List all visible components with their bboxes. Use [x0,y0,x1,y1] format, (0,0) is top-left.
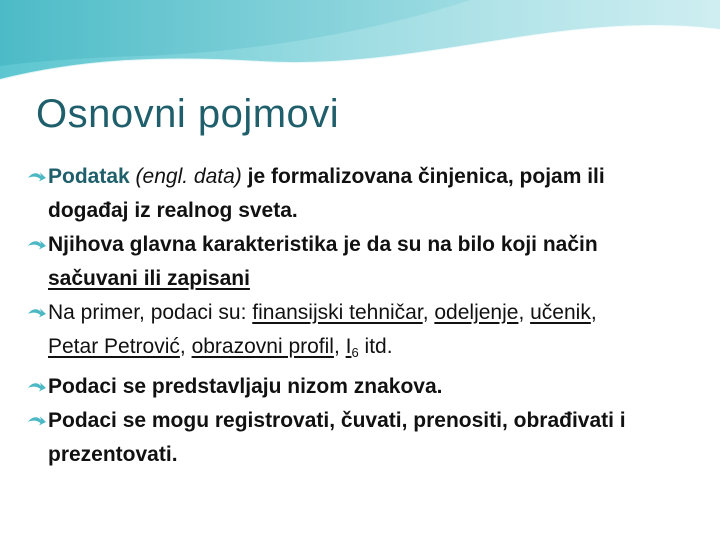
separator: , [422,301,435,324]
separator: , [590,301,597,324]
bullet-arrow-icon [26,296,48,330]
operacije-line1: Podaci se mogu registrovati, čuvati, prenositi, obrađivati i [48,409,626,432]
separator: , [179,335,192,358]
karakteristika-line2: sačuvani ili zapisani [48,267,250,290]
example-i6 [346,335,359,358]
separator: , [518,301,531,324]
definition-line1: je formalizovana činjenica, pojam ili [241,165,605,188]
example-finansijski-tehnicar: finansijski tehničar [252,301,423,324]
bullet-arrow-icon [26,370,48,404]
example-odeljenje: odeljenje [434,301,519,324]
bullet-operacije [26,404,706,472]
predstavljanje-text: Podaci se predstavljaju nizom znakova. [48,375,443,398]
example-i6-subscript: 6 [351,345,359,360]
header-wave-decoration [0,0,720,90]
bullet-primer [26,296,706,370]
example-ucenik: učenik [530,301,591,324]
example-i6-letter: I [345,335,352,358]
term-podatak: Podatak [48,165,130,188]
operacije-line2: prezentovati. [48,443,178,466]
bullet-arrow-icon [26,228,48,262]
karakteristika-line1: Njihova glavna karakteristika je da su na bilo koji način [48,233,598,256]
example-petar-petrovic: Petar Petrović [48,335,180,358]
bullet-arrow-icon [26,404,48,438]
definition-line2: događaj iz realnog sveta. [48,199,298,222]
english-term: (engl. data) [135,165,242,188]
example-obrazovni-profil: obrazovni profil [191,335,334,358]
slide-title: Osnovni pojmovi [36,92,340,136]
bullet-predstavljanje [26,370,706,404]
bullet-podatak [26,160,706,228]
bullet-karakteristika [26,228,706,296]
primer-tail: itd. [358,335,393,358]
separator: , [333,335,346,358]
bullet-list [26,160,706,472]
bullet-arrow-icon [26,160,48,194]
primer-lead: Na primer, podaci su: [48,301,253,324]
